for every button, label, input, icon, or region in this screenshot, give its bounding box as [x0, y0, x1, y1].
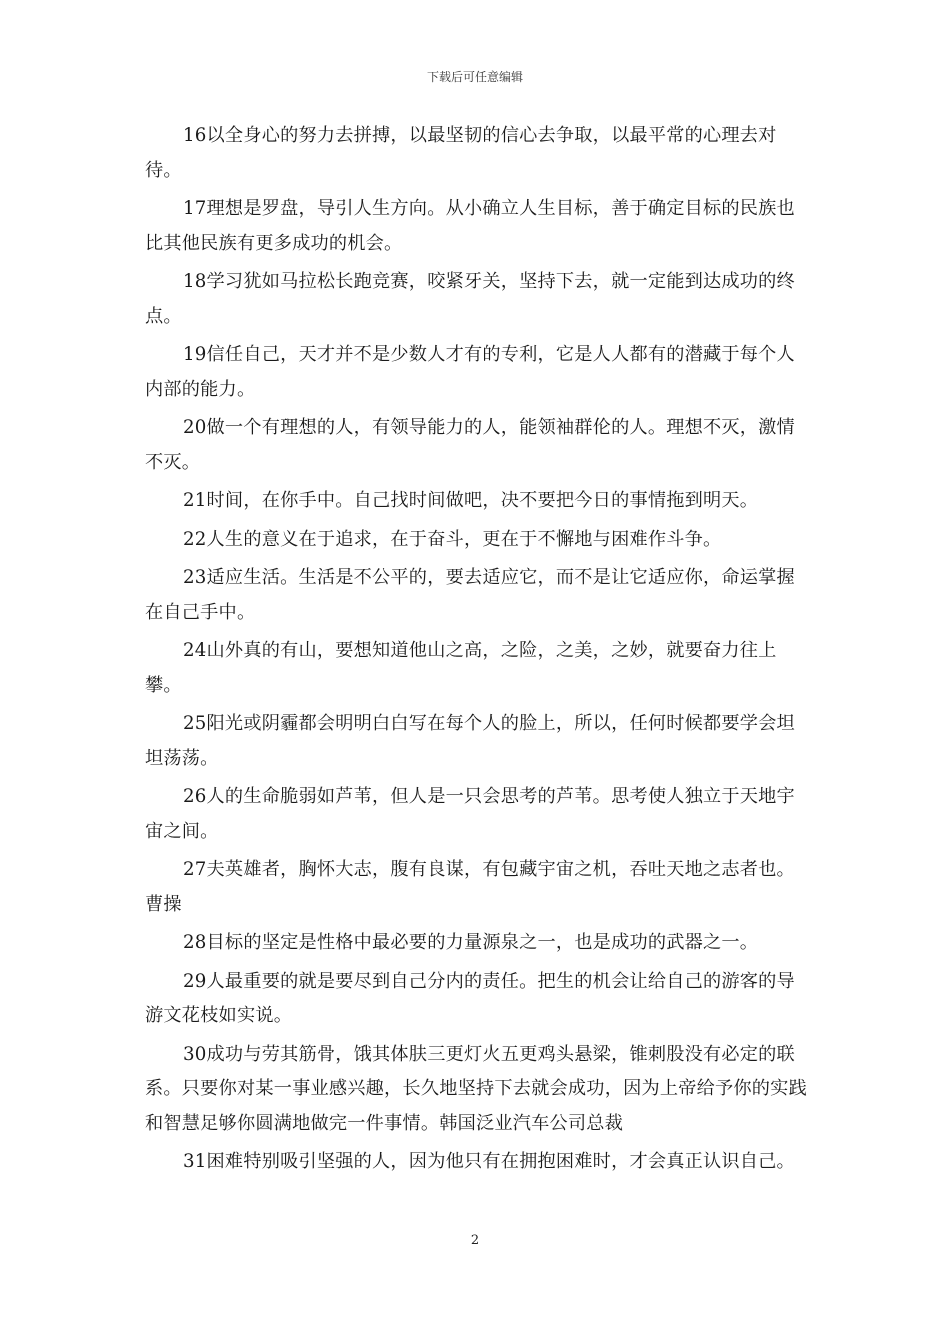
- quote-paragraph-26: 26人的生命脆弱如芦苇，但人是一只会思考的芦苇。思考使人独立于天地宇宙之间。: [145, 786, 795, 842]
- quote-paragraph-19: 19信任自己，天才并不是少数人才有的专利，它是人人都有的潜藏于每个人内部的能力。: [145, 344, 795, 400]
- quote-paragraph-22: 22人生的意义在于追求，在于奋斗，更在于不懈地与困难作斗争。: [183, 528, 722, 550]
- quote-paragraph-25: 25阳光或阴霾都会明明白白写在每个人的脸上，所以，任何时候都要学会坦坦荡荡。: [145, 713, 795, 769]
- quote-paragraph-20: 20做一个有理想的人，有领导能力的人，能领袖群伦的人。理想不灭，激情不灭。: [145, 417, 795, 473]
- quote-paragraph-28: 28目标的坚定是性格中最必要的力量源泉之一，也是成功的武器之一。: [183, 932, 759, 953]
- page-number: 2: [470, 1233, 480, 1248]
- quote-paragraph-29: 29人最重要的就是要尽到自己分内的责任。把生的机会让给自己的游客的导游文花枝如实说。: [145, 970, 795, 1026]
- quote-paragraph-30: 30成功与劳其筋骨，饿其体肤三更灯火五更鸡头悬梁，锥刺股没有必定的联系。只要你对某一事业感兴趣，长久地坚持下去就会成功，因为上帝给予你的实践和智慧足够你圆满地做完一件事情。韩国泛业汽车公司总裁: [145, 1043, 807, 1134]
- body-content: [145, 119, 810, 1184]
- quote-paragraph-24: 24山外真的有山，要想知道他山之高，之险，之美，之妙，就要奋力往上攀。: [145, 640, 777, 696]
- quote-paragraph-17: 17理想是罗盘，导引人生方向。从小确立人生目标，善于确定目标的民族也比其他民族有更多成功的机会。: [145, 198, 795, 254]
- quote-paragraph-21: 21时间，在你手中。自己找时间做吧，决不要把今日的事情拖到明天。: [183, 490, 759, 511]
- quote-paragraph-27: 27夫英雄者，胸怀大志，腹有良谋，有包藏宇宙之机，吞吐天地之志者也。曹操: [145, 859, 795, 915]
- quote-paragraph-18: 18学习犹如马拉松长跑竞赛，咬紧牙关，坚持下去，就一定能到达成功的终点。: [145, 271, 795, 327]
- page-header: 下载后可任意编辑: [426, 70, 523, 84]
- quote-paragraph-16: 16以全身心的努力去拼搏，以最坚韧的信心去争取，以最平常的心理去对待。: [145, 125, 777, 181]
- quote-paragraph-23: 23适应生活。生活是不公平的，要去适应它，而不是让它适应你，命运掌握在自己手中。: [145, 567, 795, 623]
- quote-paragraph-31: 31困难特别吸引坚强的人，因为他只有在拥抱困难时，才会真正认识自己。: [183, 1151, 795, 1172]
